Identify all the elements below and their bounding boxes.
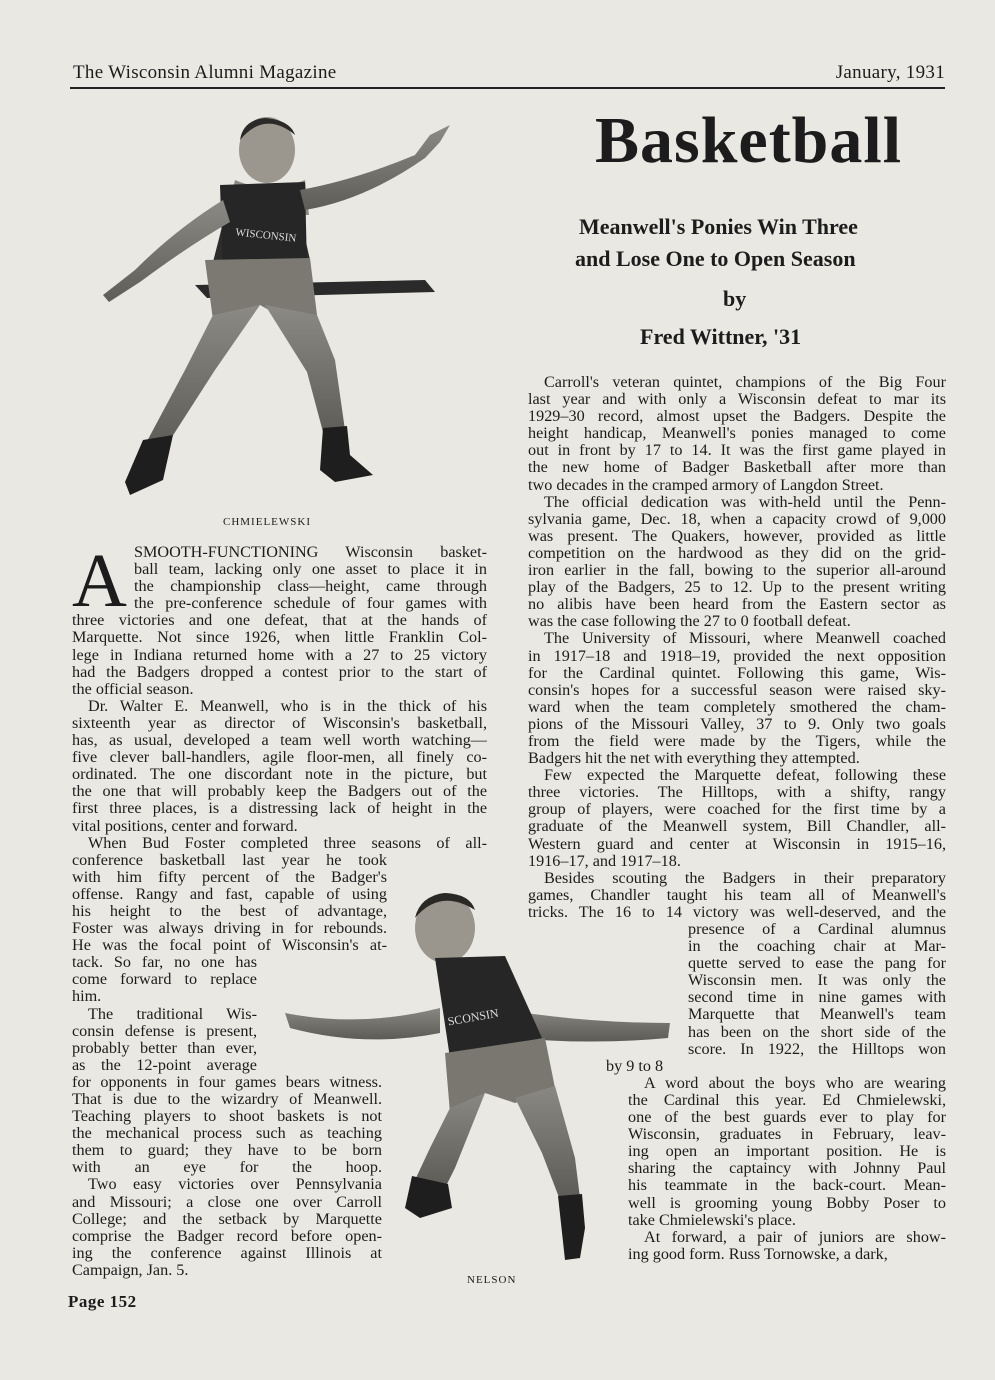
col-right-line: was present. The Quakers, however, provided as little xyxy=(528,527,946,545)
col-right-line: sharing the captaincy with Johnny Paul xyxy=(628,1160,946,1178)
jersey-2-lettering: SCONSIN xyxy=(446,1005,500,1029)
col-left-line: College; and the setback by Marquette xyxy=(72,1210,382,1228)
col-left-line: with him fifty percent of the Badger's xyxy=(72,868,387,886)
article-title: Basketball xyxy=(595,104,903,177)
byline-by: by xyxy=(723,286,747,311)
col-left-line: the championship class—height, came through xyxy=(134,578,487,596)
col-left-line: the official season. xyxy=(72,680,194,698)
col-right-line: from the field were made by the Tigers, while the xyxy=(528,732,946,750)
col-right-line: games, Chandler taught his team all of Meanwell's xyxy=(528,886,946,904)
col-right-line: score. In 1922, the Hilltops won xyxy=(688,1040,946,1058)
col-right-line: 1916–17, and 1917–18. xyxy=(528,852,681,870)
col-right-line: competition on the hardwood as they did on the grid- xyxy=(528,544,946,562)
col-left-line: lege in Indiana returned home with a 27 to 25 victory xyxy=(72,646,487,664)
col-right-line: The University of Missouri, where Meanwell coached xyxy=(544,630,946,648)
col-right-line: Western guard and center at Wisconsin in 1915–16, xyxy=(528,835,946,853)
col-right-line: Wisconsin, graduates in February, leav- xyxy=(628,1126,946,1144)
drop-cap: A xyxy=(72,539,127,623)
col-left-line: When Bud Foster completed three seasons of all- xyxy=(88,834,487,852)
col-right-line: three victories. The Hilltops, with a shifty, rangy xyxy=(528,784,946,802)
col-left-line: the one that will probably keep the Badgers out of the xyxy=(72,783,487,801)
col-left-line: three victories and one defeat, that at the hands of xyxy=(72,612,487,630)
col-right-line: ward when the team completely smothered the cham- xyxy=(528,698,946,716)
col-left-line: and Missouri; a close one over Carroll xyxy=(72,1193,382,1211)
col-right-line: At forward, a pair of juniors are show- xyxy=(644,1228,946,1246)
col-left-line: Foster was always driving in for rebounds. xyxy=(72,920,387,938)
col-left-line: vital positions, center and forward. xyxy=(72,817,298,835)
col-right-line: out in front by 17 to 14. It was the first game played in xyxy=(528,442,946,460)
col-left-line: probably better than ever, xyxy=(72,1039,257,1057)
chmielewski-caption: CHMIELEWSKI xyxy=(223,516,311,528)
col-left-line: five clever ball-handlers, agile floor-men, all finely co- xyxy=(72,749,487,767)
nelson-caption: NELSON xyxy=(467,1274,517,1286)
col-right-line: quette served to ease the pang for xyxy=(688,955,946,973)
col-left-line: sixteenth year as director of Wisconsin's basketball, xyxy=(72,714,487,732)
col-left-line: Campaign, Jan. 5. xyxy=(72,1261,189,1279)
col-left-line: tack. So far, no one has xyxy=(72,954,257,972)
col-right-line: the new home of Badger Basketball after more than xyxy=(528,459,946,477)
col-left-line: offense. Rangy and fast, capable of using xyxy=(72,885,387,903)
col-right-line: last year and with only a Wisconsin defeat to mar its xyxy=(528,391,946,409)
col-right-line: height handicap, Meanwell's ponies managed to come xyxy=(528,425,946,443)
col-left-line: Two easy victories over Pennsylvania xyxy=(88,1176,382,1194)
col-right-line: two decades in the cramped armory of Langdon Street. xyxy=(528,476,884,494)
col-right-line: Few expected the Marquette defeat, following these xyxy=(544,767,946,785)
col-right-line: ing good form. Russ Tornowske, a dark, xyxy=(628,1245,888,1263)
col-right-line: the Cardinal this year. Ed Chmielewski, xyxy=(628,1091,946,1109)
col-left-line: him. xyxy=(72,988,102,1006)
col-left-line: ball team, lacking only one asset to place it in xyxy=(134,561,487,579)
col-left-line: consin defense is present, xyxy=(72,1022,257,1040)
running-head-date: January, 1931 xyxy=(835,62,945,83)
col-left-line: first three places, is a distressing lack of height in the xyxy=(72,800,487,818)
col-right-line: his teammate in the back-court. Mean- xyxy=(628,1177,946,1195)
col-left-line: Dr. Walter E. Meanwell, who is in the thick of his xyxy=(88,697,487,715)
col-right-line: The official dedication was with-held until the Penn- xyxy=(544,493,946,511)
col-right-line: in 1917–18 and 1918–19, provided the next opposition xyxy=(528,647,946,665)
col-left-line: his height to the best of advantage, xyxy=(72,902,387,920)
col-left-line: had the Badgers dropped a contest prior to the start of xyxy=(72,663,487,681)
col-left-line: The traditional Wis- xyxy=(88,1005,257,1023)
page-number: Page 152 xyxy=(68,1292,137,1311)
col-right-line: for the Cardinal quintet. Following this game, Wis- xyxy=(528,664,946,682)
col-right-line: graduate of the Meanwell system, Bill Chandler, all- xyxy=(528,818,946,836)
jersey-1-lettering: WISCONSIN xyxy=(234,226,297,245)
col-left-line: comprise the Badger record before open- xyxy=(72,1227,382,1245)
col-right-line: A word about the boys who are wearing xyxy=(644,1074,946,1092)
col-right-line: pions of the Missouri Valley, 37 to 9. Only two goals xyxy=(528,715,946,733)
col-right-line: 1929–30 record, almost upset the Badgers. Despite the xyxy=(528,408,946,426)
byline-author: Fred Wittner, '31 xyxy=(640,324,802,349)
col-left-line: as the 12-point average xyxy=(72,1056,257,1074)
article-subtitle-2: and Lose One to Open Season xyxy=(575,246,856,271)
col-right-line: second time in nine games with xyxy=(688,989,946,1007)
col-right-line: Carroll's veteran quintet, champions of the Big Four xyxy=(544,374,946,391)
col-right-line: well is grooming young Bobby Poser to xyxy=(628,1194,946,1212)
col-right-line: has been on the short side of the xyxy=(688,1023,946,1041)
col-left-line: the pre-conference schedule of four games with xyxy=(134,595,487,613)
col-left-line: has, as usual, developed a team well worth watching— xyxy=(72,732,487,750)
col-left-line: for opponents in four games bears witness. xyxy=(72,1073,382,1091)
col-right-line: Marquette that Meanwell's team xyxy=(688,1006,946,1024)
col-left-line: ordinated. The one discordant note in the picture, but xyxy=(72,766,487,784)
col-right-line: play of the Badgers, 25 to 12. Up to the present writing xyxy=(528,579,946,597)
col-right-line: iron earlier in the fall, bowing to the superior all-around xyxy=(528,562,946,580)
col-right-line: tricks. The 16 to 14 victory was well-deserved, and the xyxy=(528,903,946,921)
col-left-line: conference basketball last year he took xyxy=(72,851,387,869)
col-left-line: He was the focal point of Wisconsin's at- xyxy=(72,937,387,955)
col-left-line: Teaching players to shoot baskets is not xyxy=(72,1108,382,1126)
col-right-line: no alibis have been heard from the Eastern sector as xyxy=(528,596,946,614)
running-head-magazine: The Wisconsin Alumni Magazine xyxy=(73,62,337,83)
col-right-line: was the case following the 27 to 0 football defeat. xyxy=(528,613,851,631)
col-right-line: Badgers hit the net with everything they attempted. xyxy=(528,750,860,768)
col-left-line: SMOOTH-FUNCTIONING Wisconsin basket- xyxy=(134,544,487,561)
col-right-line: ing open an important position. He is xyxy=(628,1143,946,1161)
col-left-line: the mechanical process such as teaching xyxy=(72,1125,382,1143)
col-right-line: in the coaching chair at Mar- xyxy=(688,938,946,956)
col-right-line: consin's hopes for a successful season were raised sky- xyxy=(528,681,946,699)
col-right-line: one of the best guards ever to play for xyxy=(628,1109,946,1127)
col-left-line: come forward to replace xyxy=(72,971,257,989)
chmielewski-photo xyxy=(95,110,475,505)
col-right-line: Besides scouting the Badgers in their preparatory xyxy=(544,869,946,887)
col-left-line: Marquette. Not since 1926, when little Franklin Col- xyxy=(72,629,487,647)
header-rule xyxy=(70,87,945,89)
col-right-line: by 9 to 8 xyxy=(606,1057,664,1075)
col-right-line: Wisconsin men. It was only the xyxy=(688,972,946,990)
article-subtitle-1: Meanwell's Ponies Win Three xyxy=(579,214,858,239)
col-right-line: group of players, were coached for the first time by a xyxy=(528,801,946,819)
col-right-line: presence of a Cardinal alumnus xyxy=(688,921,946,938)
col-right-line: sylvania game, Dec. 18, when a capacity crowd of 9,000 xyxy=(528,510,946,528)
nelson-photo xyxy=(280,888,675,1288)
col-left-line: ing the conference against Illinois at xyxy=(72,1244,382,1262)
col-left-line: them to guard; they have to be born xyxy=(72,1142,382,1160)
col-right-line: take Chmielewski's place. xyxy=(628,1211,796,1229)
col-left-line: with an eye for the hoop. xyxy=(72,1159,382,1177)
col-left-line: That is due to the wizardry of Meanwell. xyxy=(72,1091,382,1108)
